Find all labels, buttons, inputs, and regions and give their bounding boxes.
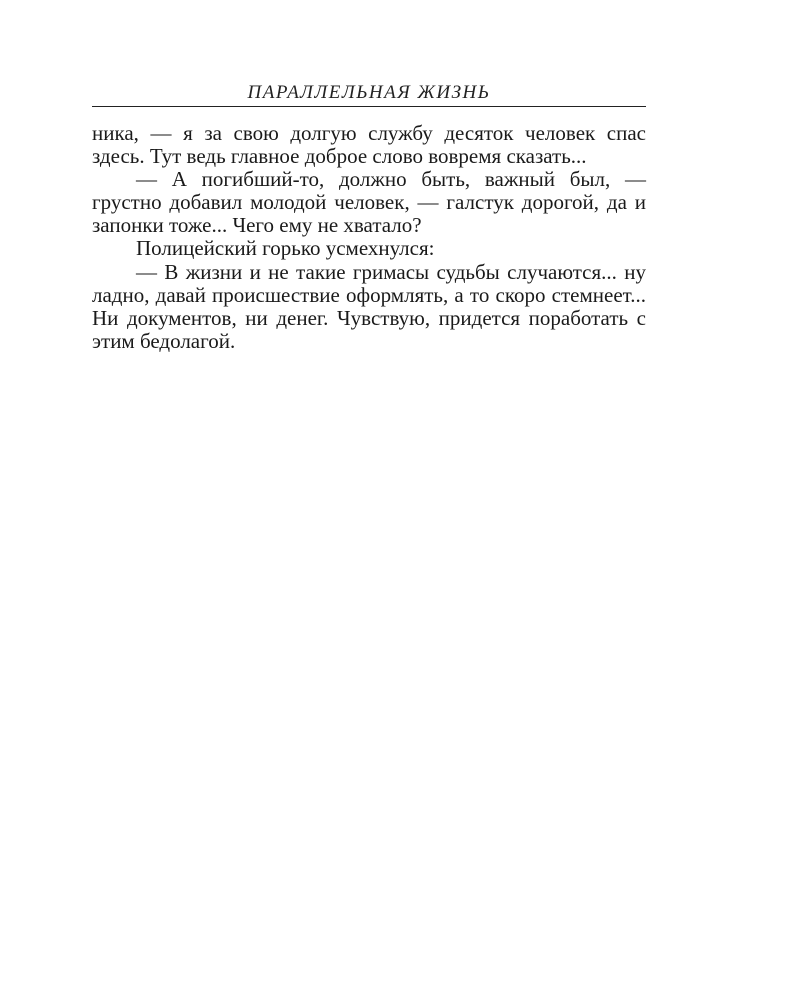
paragraph: Полицейский горько усмехнулся: bbox=[136, 236, 435, 261]
body-text bbox=[92, 122, 646, 353]
running-head: ПАРАЛЛЕЛЬНАЯ ЖИЗНЬ bbox=[92, 80, 646, 107]
paragraph: ника, — я за свою долгую службу десяток человек спас здесь. Тут ведь главное доброе слово вовремя сказать... bbox=[92, 121, 646, 169]
paragraph: — В жизни и не такие гримасы судьбы случаются... ну ладно, давай происшествие оформлять, а то скоро стемнеет... Ни документов, ни денег. Чувствую, придется поработать с этим бедолагой. bbox=[92, 259, 646, 353]
book-page bbox=[92, 0, 646, 353]
paragraph: — А погибший-то, должно быть, важный был, — грустно добавил молодой человек, — галстук дорогой, да и запонки тоже... Чего ему не хватало? bbox=[92, 167, 646, 238]
